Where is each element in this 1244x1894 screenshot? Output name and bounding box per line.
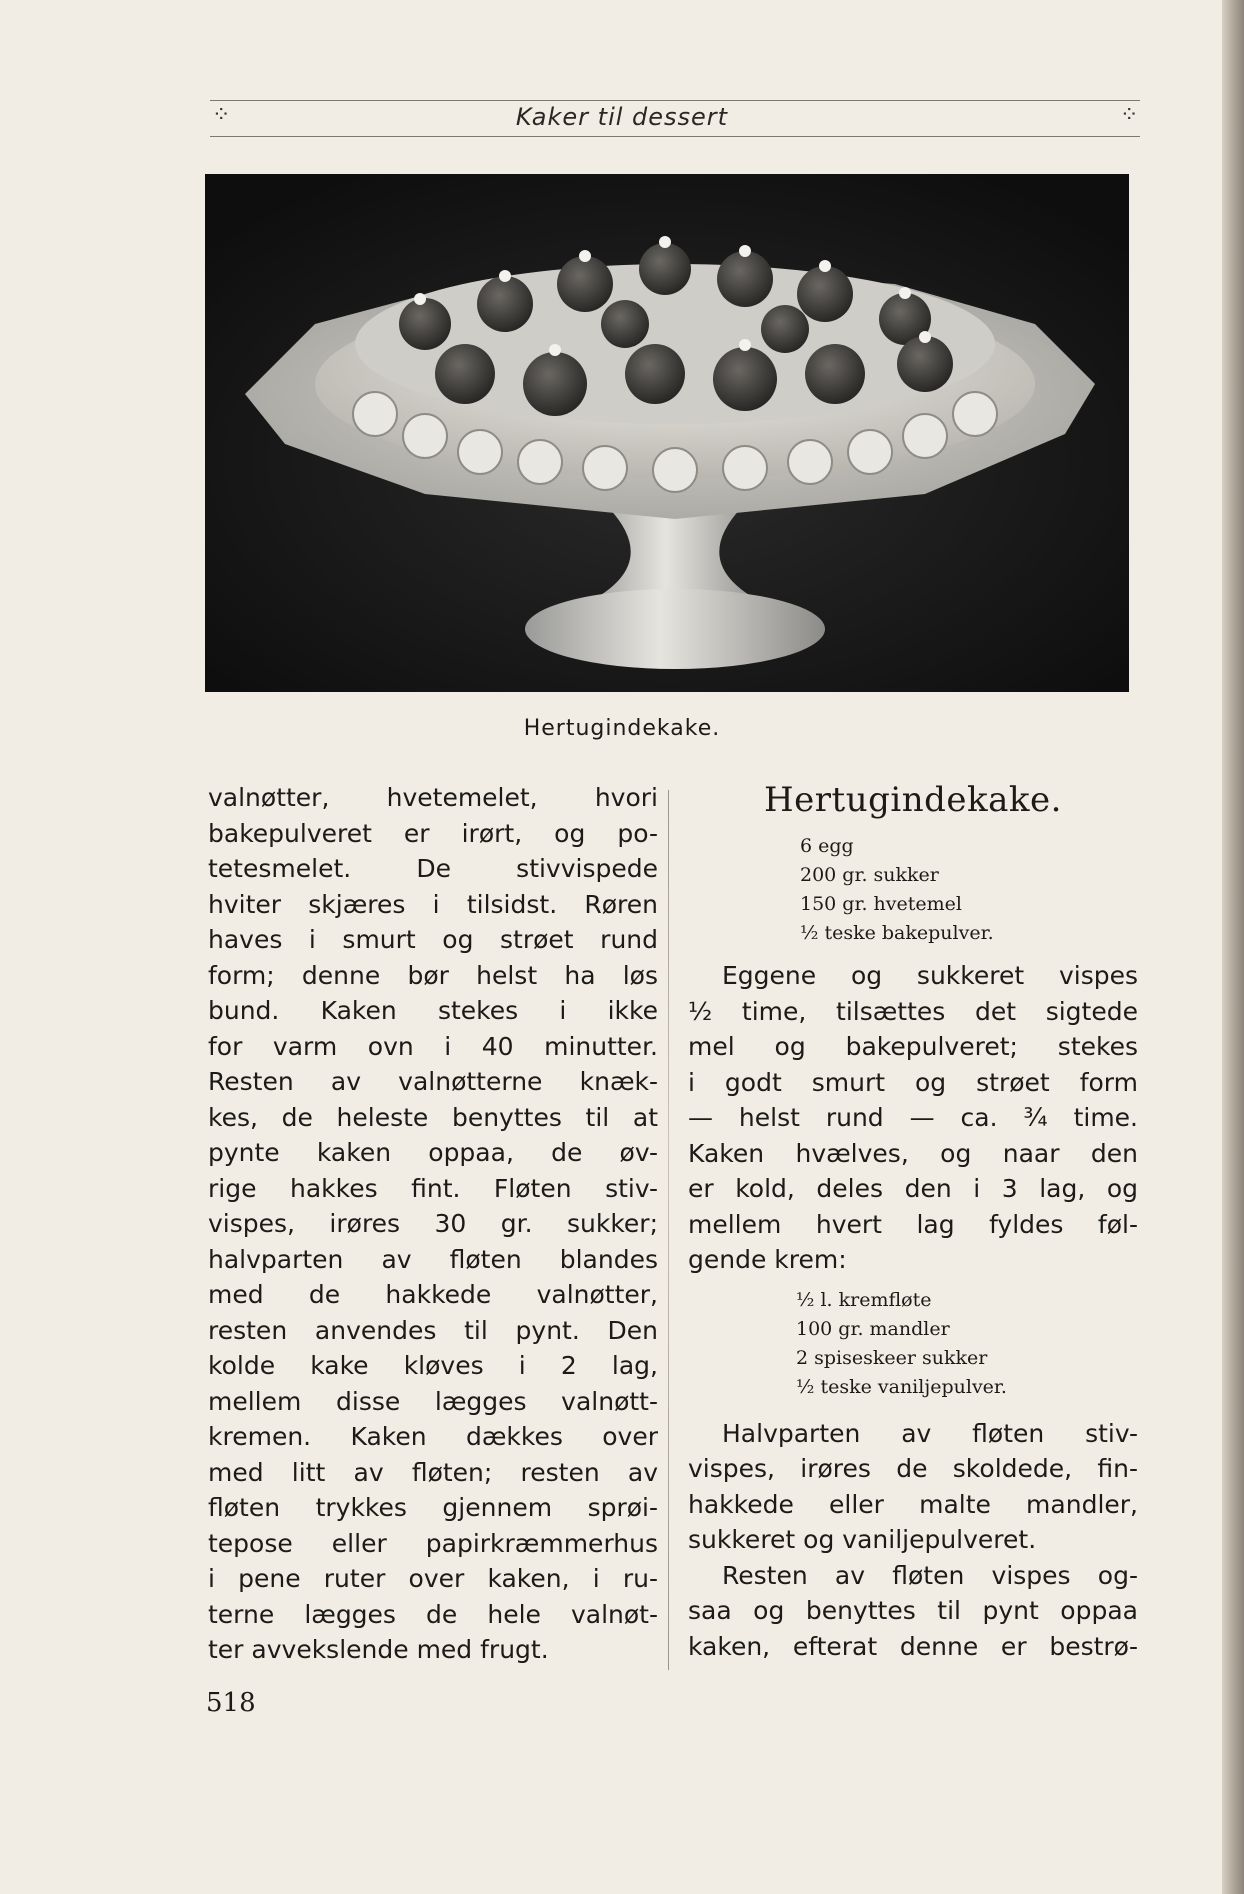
cream-ingredients-list [688, 1286, 1138, 1402]
header-rule-bottom [210, 136, 1140, 137]
text-line: haves i smurt og strøet rund [208, 925, 658, 954]
text-line: Resten av valnøtterne knæk- [208, 1067, 658, 1096]
text-line: pynte kaken oppaa, de øv- [208, 1138, 658, 1167]
text-line: mel og bakepulveret; stekes [688, 1032, 1138, 1061]
text-line: kes, de heleste benyttes til at [208, 1102, 658, 1132]
text-line: for varm ovn i 40 minutter. [208, 1031, 658, 1061]
text-line: i pene ruter over kaken, i ru- [208, 1564, 658, 1593]
text-line: rige hakkes fint. Fløten stiv- [208, 1173, 658, 1203]
book-binding-edge [1222, 0, 1244, 1894]
text-line: Resten av fløten vispes og- [722, 1560, 1138, 1590]
figure-caption: Hertugindekake. [523, 716, 721, 741]
cake-ingredients-list [688, 832, 1138, 948]
running-head: Kaker til dessert [515, 103, 729, 131]
text-line: kolde kake kløves i 2 lag, [208, 1351, 658, 1380]
ingredient-item: 6 egg [800, 835, 854, 857]
right-column-recipe [688, 780, 1138, 1664]
text-line: med de hakkede valnøtter, [208, 1280, 658, 1309]
text-line: i godt smurt og strøet form [688, 1067, 1138, 1097]
text-line: kremen. Kaken dækkes over [208, 1422, 658, 1451]
ingredient-item: 2 spiseskeer sukker [796, 1346, 988, 1369]
text-line: form; denne bør helst ha løs [208, 960, 658, 990]
text-line: vispes, irøres 30 gr. sukker; [208, 1209, 658, 1238]
text-line: ½ time, tilsættes det sigtede [688, 996, 1138, 1026]
text-line: halvparten av fløten blandes [208, 1244, 658, 1274]
text-line: er kold, deles den i 3 lag, og [688, 1174, 1138, 1203]
text-line: hakkede eller malte mandler, [688, 1489, 1138, 1519]
ingredient-item: ½ teske bakepulver. [800, 922, 994, 944]
text-line: tepose eller papirkræmmerhus [208, 1528, 658, 1558]
header-ornament-left-icon: ⁘ [212, 103, 231, 128]
text-line: terne lægges de hele valnøt- [208, 1599, 658, 1629]
cream-paragraph [688, 1416, 1138, 1558]
column-divider [668, 790, 669, 1670]
cake-photo-illustration [205, 174, 1129, 692]
page-number: 518 [206, 1688, 256, 1718]
text-line: Eggene og sukkeret vispes [722, 961, 1138, 990]
text-line: Halvparten av fløten stiv- [722, 1418, 1138, 1448]
text-line: med litt av fløten; resten av [208, 1457, 658, 1487]
text-line: Kaken hvælves, og naar den [688, 1138, 1138, 1168]
text-line: sukkeret og vaniljepulveret. [688, 1525, 1037, 1554]
method-paragraph [688, 958, 1138, 1278]
text-line: bund. Kaken stekes i ikke [208, 996, 658, 1025]
text-line: tetesmelet. De stivvispede [208, 854, 658, 883]
recipe-title: Hertugindekake. [764, 780, 1062, 820]
text-line: ter avvekslende med frugt. [208, 1635, 549, 1664]
text-line: kaken, efterat denne er bestrø- [688, 1631, 1138, 1661]
cake-photograph [205, 174, 1129, 692]
text-line: vispes, irøres de skoldede, fin- [688, 1454, 1138, 1483]
header-ornament-right-icon: ⁘ [1120, 103, 1139, 128]
text-line: — helst rund — ca. ¾ time. [688, 1103, 1138, 1132]
text-line: fløten trykkes gjennem sprøi- [208, 1493, 658, 1522]
header-rule-top [210, 100, 1140, 101]
text-line: bakepulveret er irørt, og po- [208, 818, 658, 848]
ingredient-item: 150 gr. hvetemel [800, 893, 962, 915]
ingredient-item: ½ teske vaniljepulver. [796, 1375, 1007, 1398]
ingredient-item: 200 gr. sukker [800, 864, 939, 886]
text-line: resten anvendes til pynt. Den [208, 1315, 658, 1345]
left-column-text [208, 780, 658, 1668]
ingredient-item: ½ l. kremfløte [796, 1288, 932, 1311]
ingredient-item: 100 gr. mandler [796, 1317, 950, 1340]
text-line: saa og benyttes til pynt oppaa [688, 1596, 1138, 1625]
finish-paragraph [688, 1558, 1138, 1665]
text-line: gende krem: [688, 1245, 847, 1274]
text-line: mellem hvert lag fyldes føl- [688, 1209, 1138, 1239]
text-line: valnøtter, hvetemelet, hvori [208, 783, 658, 812]
text-line: mellem disse lægges valnøtt- [208, 1386, 658, 1416]
text-line: hviter skjæres i tilsidst. Røren [208, 889, 658, 919]
